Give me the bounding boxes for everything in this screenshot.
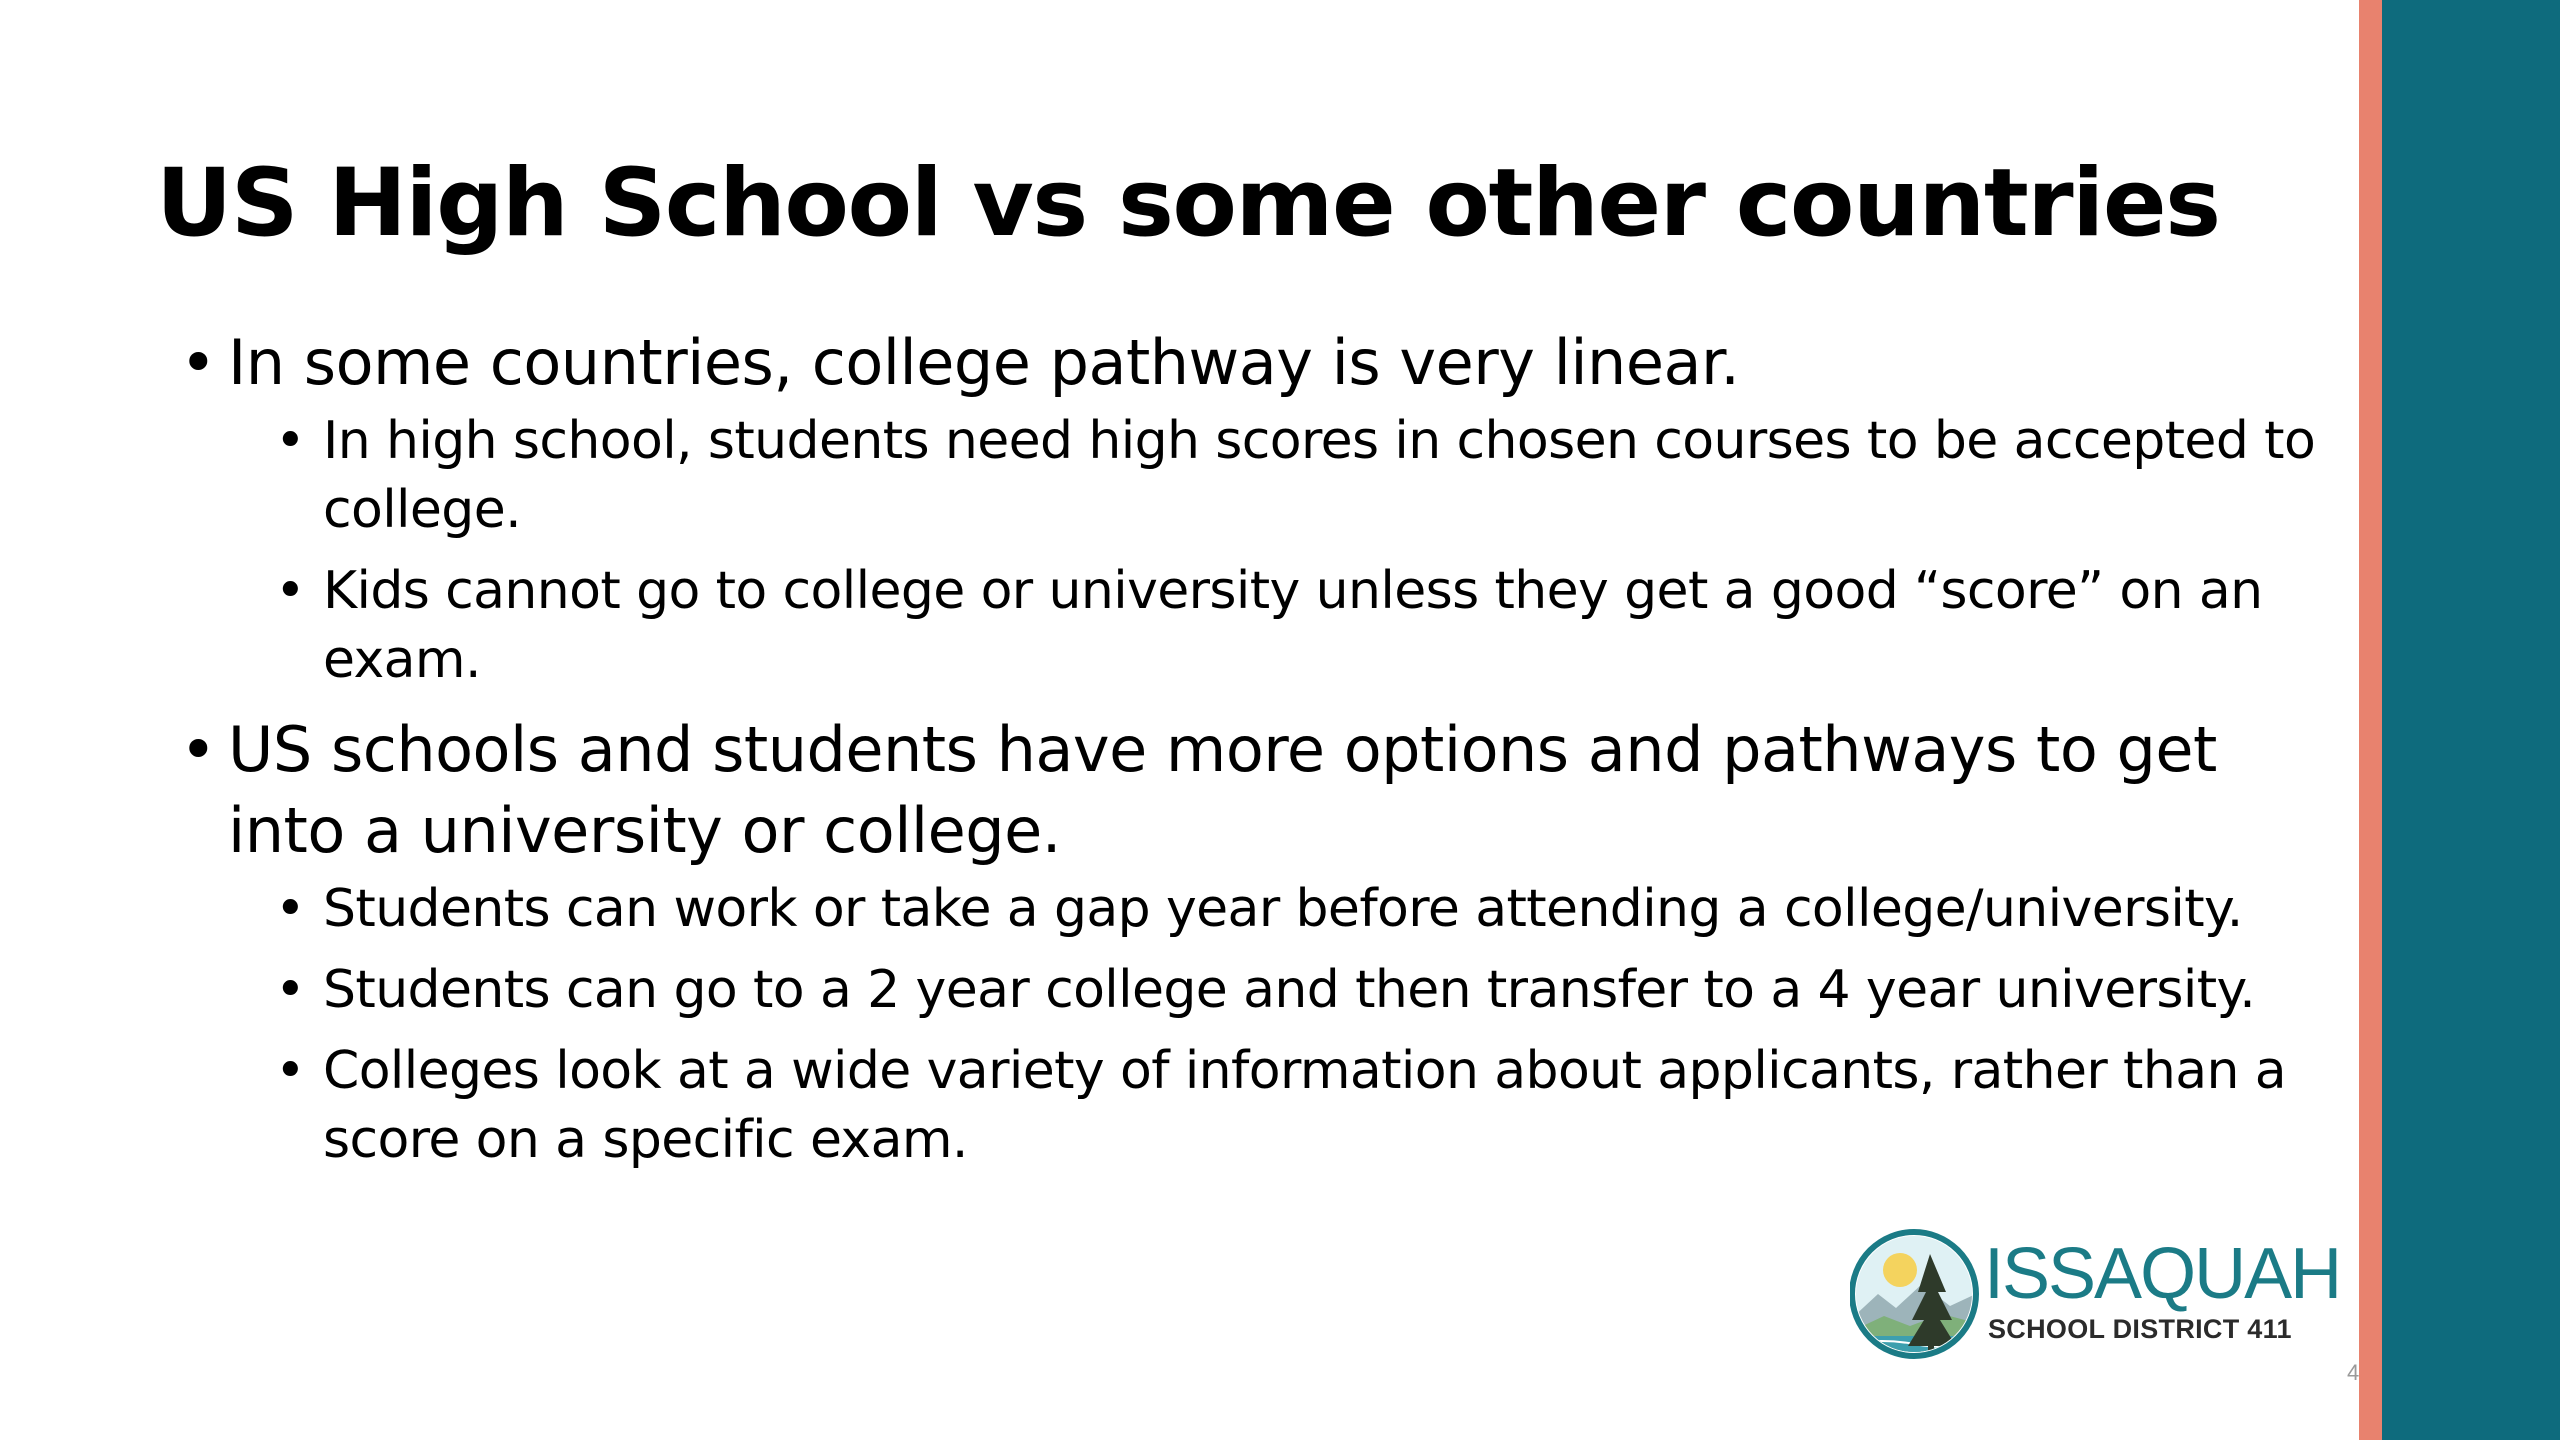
sub-bullet-item — [275, 557, 2330, 695]
bullet-marker: • — [180, 713, 217, 786]
district-logo — [1850, 1228, 2341, 1360]
sub-bullet-text: Students can go to a 2 year college and then transfer to a 4 year university. — [323, 960, 2256, 1020]
page-number: 4 — [2347, 1360, 2360, 1385]
sub-bullet-item — [275, 956, 2330, 1025]
bullet-text: US schools and students have more options and pathways to get into a university or college. — [228, 713, 2217, 867]
sub-bullet-text: Colleges look at a wide variety of information about applicants, rather than a score on a specific exam. — [323, 1041, 2287, 1170]
bullet-marker: • — [275, 879, 306, 939]
sub-bullet-item — [275, 407, 2330, 545]
logo-name: ISSAQUAH — [1984, 1234, 2341, 1314]
slide-title: US High School vs some other countries — [156, 149, 2220, 258]
side-panel — [2382, 0, 2560, 1440]
bullet-text: In some countries, college pathway is very linear. — [228, 326, 1740, 399]
slide-content — [180, 322, 2330, 1175]
bullet-marker: • — [275, 1041, 306, 1101]
sub-bullet-item — [275, 1037, 2330, 1175]
sub-bullet-item — [275, 875, 2330, 944]
bullet-marker: • — [275, 960, 306, 1020]
bullet-item — [180, 322, 2330, 403]
bullet-item — [180, 709, 2330, 871]
bullet-marker: • — [180, 326, 217, 399]
bullet-marker: • — [275, 561, 306, 621]
sub-bullet-text: In high school, students need high scores in chosen courses to be accepted to college. — [323, 411, 2316, 540]
tree-mountain-lake-emblem-icon — [1850, 1228, 1980, 1360]
logo-subtitle: SCHOOL DISTRICT 411 — [1988, 1314, 2292, 1344]
sub-bullet-text: Kids cannot go to college or university unless they get a good “score” on an exam. — [323, 561, 2263, 690]
bullet-marker: • — [275, 411, 306, 471]
sub-bullet-text: Students can work or take a gap year before attending a college/university. — [323, 879, 2243, 939]
accent-stripe — [2359, 0, 2382, 1440]
